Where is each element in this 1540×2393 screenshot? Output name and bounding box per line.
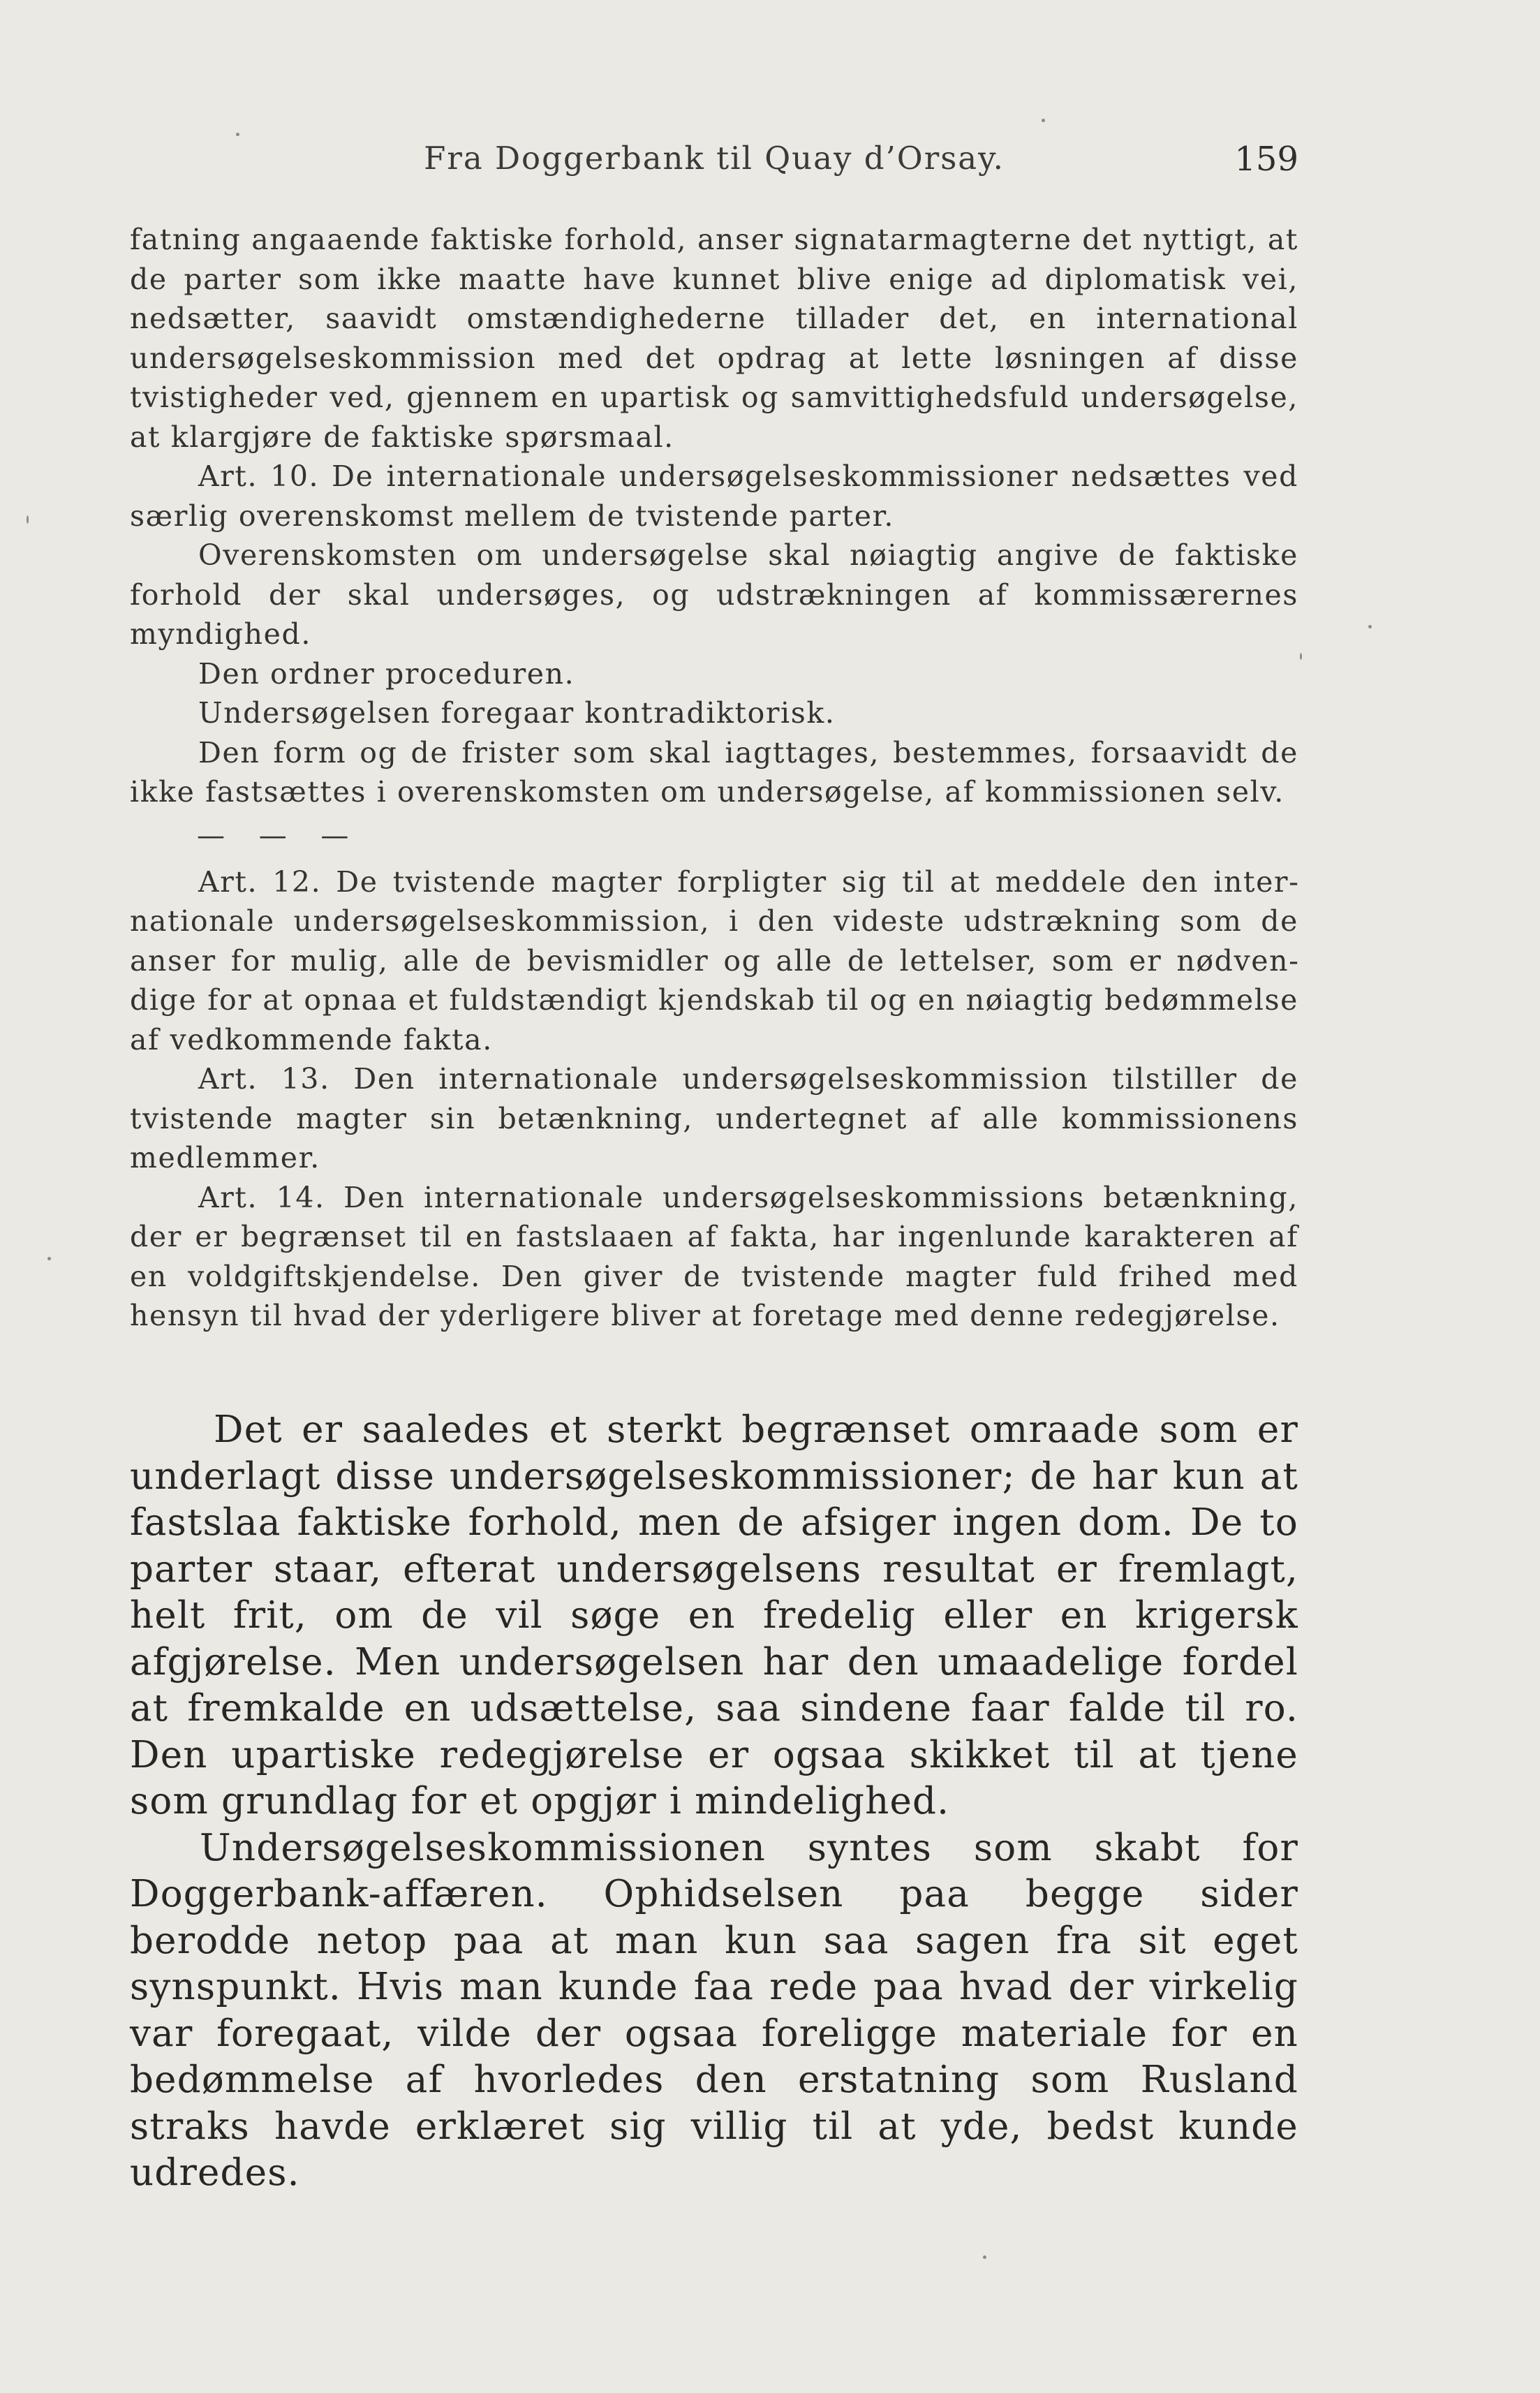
quote-paragraph: Art. 14. Den internationale undersøgelseskommissions betænkning, der er begrænset til en fastslaaen af fakta, har ingenlunde karakteren af en voldgiftskjendelse. Den giver de tvistende magter fuld frihed med hensyn til hvad der yderligere bliver at foretage med denne redegjørelse. <box>130 1180 1298 1332</box>
paper-speck <box>236 133 239 136</box>
quote-paragraph: fatning angaaende faktiske forhold, anser signatarmagterne det nyttigt, at de parter som ikke maatte have kunnet blive enige ad diplomatisk vei, nedsætter, saavidt omstændighederne tillader det, en international undersøgelseskommission med det opdrag at lette løsningen af disse tvistigheder ved, gjennem en upartisk og samvittighedsfuld undersøgelse, at klargjøre de faktiske spørsmaal. <box>130 223 1298 454</box>
treaty-quotation <box>130 220 1298 1336</box>
quote-paragraph: Art. 10. De internationale undersøgelseskommissioner nedsættes ved særlig overenskomst mellem de tvistende parter. <box>130 459 1298 533</box>
omission-separator: — — — <box>197 819 362 852</box>
quote-paragraph: Art. 13. Den internationale undersøgelseskommission tilstiller de tvistende magter sin betænkning, undertegnet af alle kommissionens medlemmer. <box>130 1062 1298 1175</box>
paper-speck <box>1300 653 1302 660</box>
page-number: 159 <box>1234 140 1298 179</box>
paper-speck <box>47 1257 51 1260</box>
paper-speck <box>1368 625 1372 628</box>
body-paragraph: Det er saaledes et sterkt begrænset omraade som er underlagt disse undersøgelseskommissioner; de har kun at fastslaa faktiske forhold, men de afsiger ingen dom. De to parter staar, efterat undersøgelsens resultat er fremlagt, helt frit, om de vil søge en fredelig eller en krigersk afgjørelse. Men undersøgelsen har den umaadelige fordel at fremkalde en udsættelse, saa sindene faar falde til ro. Den upartiske redegjørelse er ogsaa skikket til at tjene som grundlag for et opgjør i mindelighed. <box>130 1408 1298 1823</box>
quote-paragraph: Undersøgelsen foregaar kontradiktorisk. <box>198 696 836 730</box>
quote-paragraph: Den form og de frister som skal iagttages, bestemmes, forsaavidt de ikke fastsættes i overenskomsten om undersøgelse, af kommissionen selv. <box>130 735 1298 809</box>
paper-speck <box>983 2255 986 2259</box>
quote-paragraph: Overenskomsten om undersøgelse skal nøiagtig angive de faktiske forhold der skal undersøges, og udstrækningen af kommissærernes myndighed. <box>130 538 1298 651</box>
quote-paragraph: Art. 12. De tvistende magter forpligter sig til at meddele den internationale undersøgelseskommission, i den videste udstrækning som de anser for mulig, alle de bevismidler og alle de lettelser, som er nødvendige for at opnaa et fuldstændigt kjendskab til og en nøiagtig bedømmelse af vedkommende fakta. <box>130 864 1298 1056</box>
paper-speck <box>27 515 29 524</box>
paper-speck <box>1042 119 1045 122</box>
body-paragraph: Undersøgelseskommissionen syntes som skabt for Doggerbank-affæren. Ophidselsen paa begge sider berodde netop paa at man kun saa sagen fra sit eget synspunkt. Hvis man kunde faa rede paa hvad der virkelig var foregaat, vilde der ogsaa foreligge materiale for en bedømmelse af hvorledes den erstatning som Rusland straks havde erklæret sig villig til at yde, bedst kunde udredes. <box>130 1826 1298 2194</box>
main-text <box>130 1407 1298 2197</box>
quote-paragraph: Den ordner proceduren. <box>198 656 575 691</box>
page-header <box>130 140 1298 189</box>
running-title: Fra Doggerbank til Quay d’Orsay. <box>424 140 1005 177</box>
